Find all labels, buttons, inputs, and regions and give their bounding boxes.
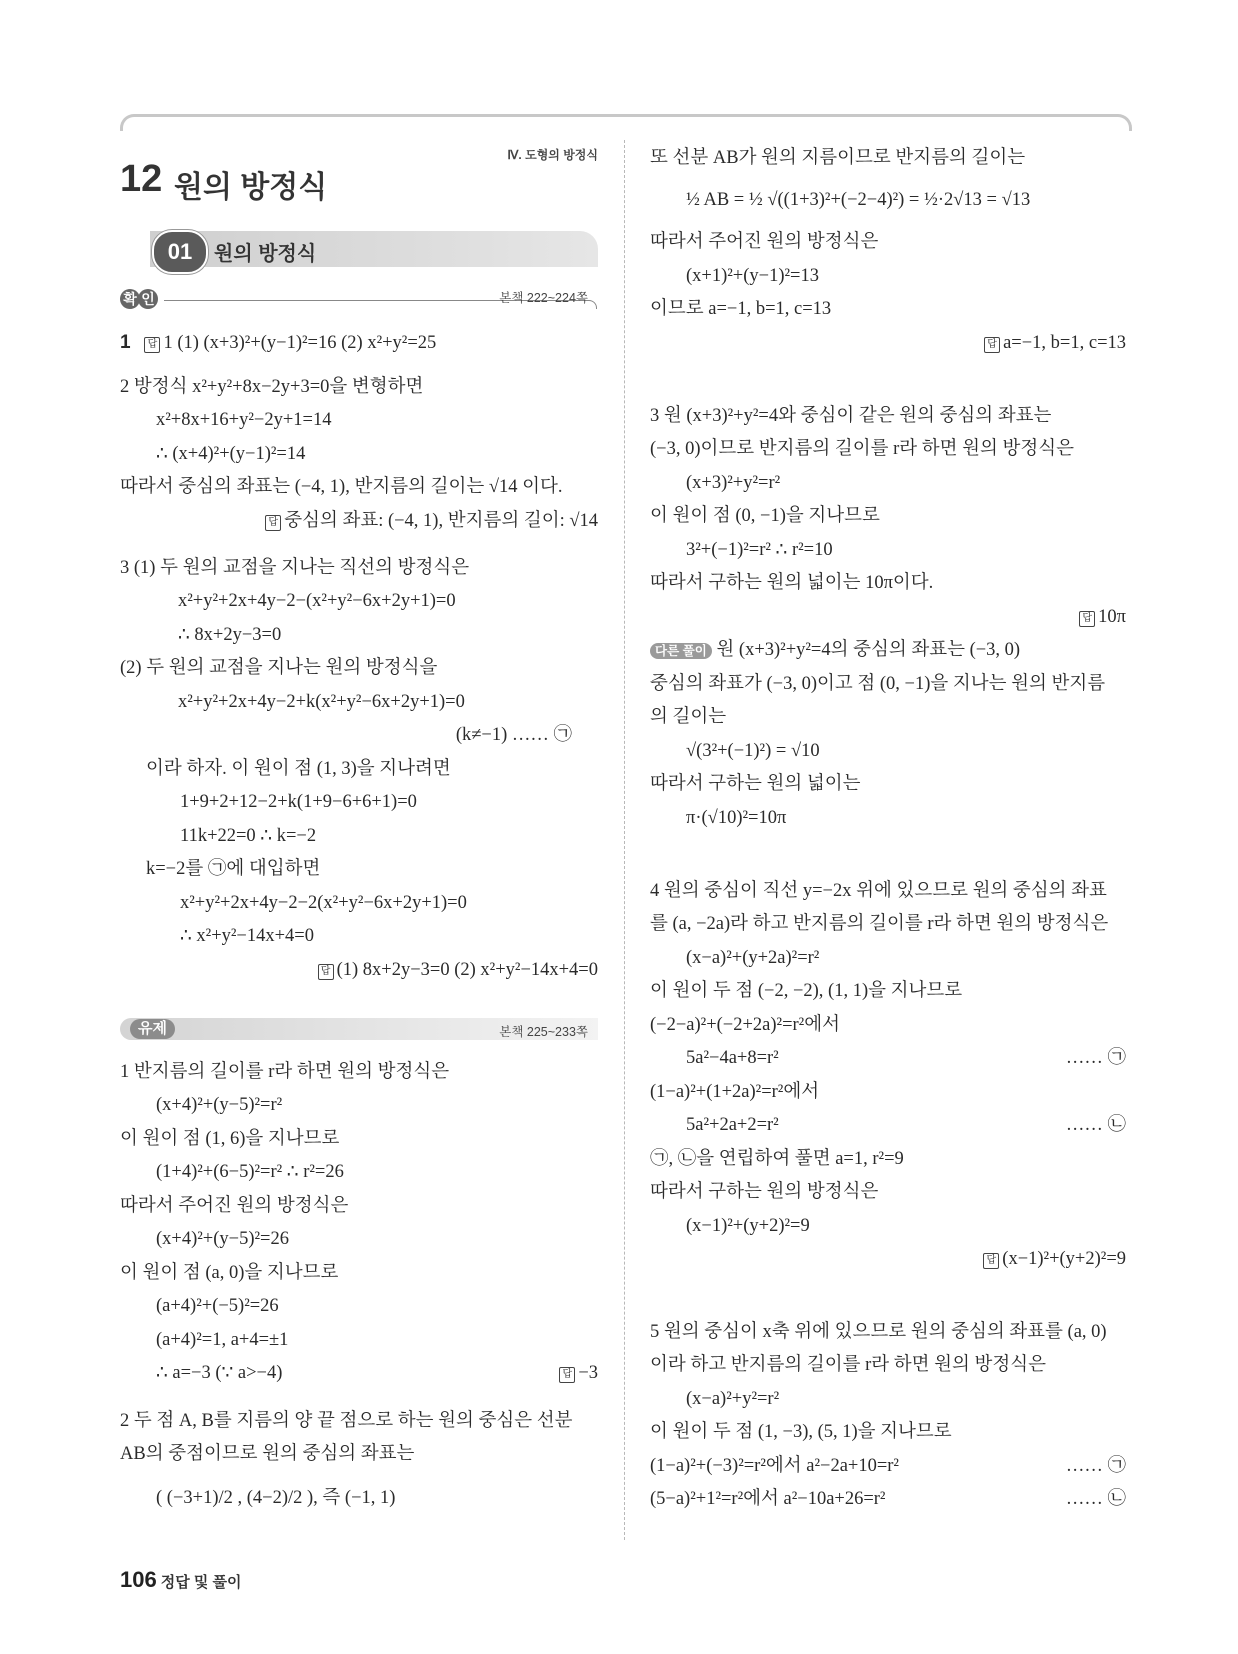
text-line: 따라서 구하는 원의 넓이는 10π이다.: [650, 573, 934, 593]
answer-line: [559, 1361, 598, 1385]
math-line: (x−1)²+(y+2)²=9: [686, 1216, 810, 1236]
math-line: (x+3)²+y²=r²: [686, 473, 781, 493]
math-line: x²+y²+2x+4y−2−(x²+y²−6x+2y+1)=0: [178, 591, 456, 611]
math-line: (1+4)²+(6−5)²=r² ∴ r²=26: [156, 1162, 344, 1182]
math-line: (1−a)²+(1+2a)²=r²에서: [650, 1082, 820, 1102]
math-line: (a+4)²+(−5)²=26: [156, 1296, 279, 1316]
text-line: 이라 하자. 이 원이 점 (1, 3)을 지나려면: [146, 759, 451, 779]
math-line: ∴ x²+y²−14x+4=0: [180, 926, 314, 946]
problem-line: 3 원 (x+3)²+y²=4와 중심이 같은 원의 중심의 좌표는: [650, 406, 1052, 426]
hwagin-ref: 본책 222~224쪽: [499, 291, 588, 305]
math-line: (x+4)²+(y−5)²=26: [156, 1229, 289, 1249]
math-line: (−2−a)²+(−2+2a)²=r²에서: [650, 1015, 840, 1035]
line-text: 10π: [1098, 607, 1126, 627]
math-line: (x−a)²+(y+2a)²=r²: [686, 948, 820, 968]
line-text: −3: [578, 1363, 598, 1383]
math-line: 3²+(−1)²=r² ∴ r²=10: [686, 540, 833, 560]
text-line: 이 원이 점 (a, 0)을 지나므로: [120, 1263, 339, 1283]
section-title: 원의 방정식: [214, 243, 317, 265]
text-line: (−3, 0)이므로 반지름의 길이를 r라 하면 원의 방정식은: [650, 439, 1074, 459]
text-line: 따라서 구하는 원의 넓이는: [650, 774, 861, 794]
problem-line: 2 두 점 A, B를 지름의 양 끝 점으로 하는 원의 중심은 선분: [120, 1411, 573, 1431]
answer-icon: 답: [1079, 611, 1095, 627]
answer-icon: 답: [318, 964, 334, 980]
equation-tag: …… ㉠: [1065, 1048, 1126, 1068]
answer-line: [984, 331, 1126, 355]
math-line: ∴ 8x+2y−3=0: [178, 625, 282, 645]
math-line: x²+8x+16+y²−2y+1=14: [156, 410, 332, 430]
yuje-badge: 유제: [130, 1019, 175, 1039]
problem-line: [120, 375, 423, 399]
math-line: (k≠−1) …… ㉠: [455, 725, 572, 745]
equation-tag: …… ㉠: [1065, 1456, 1126, 1476]
math-line: √(3²+(−1)²) = √10: [686, 741, 820, 761]
problem-line: 3 (1) 두 원의 교점을 지나는 직선의 방정식은: [120, 558, 470, 578]
chapter-number: 12: [120, 158, 163, 200]
chapter-label: Ⅳ. 도형의 방정식: [507, 148, 598, 162]
text-line: 또 선분 AB가 원의 지름이므로 반지름의 길이는: [650, 148, 1026, 168]
footer-text: 정답 및 풀이: [160, 1574, 242, 1591]
line-text: 원 (x+3)²+y²=4의 중심의 좌표는 (−3, 0): [716, 640, 1021, 660]
answer-icon: 답: [144, 337, 160, 353]
text-line: 이 원이 점 (0, −1)을 지나므로: [650, 506, 880, 526]
alt-solution-line: [650, 638, 1020, 663]
line-text: (x−1)²+(y+2)²=9: [1002, 1249, 1126, 1269]
answer-line: [265, 509, 598, 533]
math-line: 5a²+2a+2=r²: [686, 1115, 779, 1135]
text-line: 따라서 중심의 좌표는 (−4, 1), 반지름의 길이는 √14 이다.: [120, 477, 563, 497]
math-line: (a+4)²=1, a+4=±1: [156, 1330, 289, 1350]
equation-tag: …… ㉡: [1065, 1489, 1126, 1509]
text-line: 중심의 좌표가 (−3, 0)이고 점 (0, −1)을 지나는 원의 반지름: [650, 674, 1106, 694]
text-line: 따라서 주어진 원의 방정식은: [120, 1196, 349, 1216]
hwagin-badge-char: 확: [120, 289, 140, 309]
answer-line: [318, 958, 598, 982]
page-title: 원의 방정식: [174, 171, 328, 204]
text-line: 를 (a, −2a)라 하고 반지름의 길이를 r라 하면 원의 방정식은: [650, 914, 1109, 934]
text-line: (2) 두 원의 교점을 지나는 원의 방정식을: [120, 658, 438, 678]
line-text: (1) 8x+2y−3=0 (2) x²+y²−14x+4=0: [336, 960, 598, 980]
math-line: (x+4)²+(y−5)²=r²: [156, 1095, 283, 1115]
math-line: x²+y²+2x+4y−2+k(x²+y²−6x+2y+1)=0: [178, 692, 465, 712]
math-line: (5−a)²+1²=r²에서 a²−10a+26=r²: [650, 1489, 886, 1509]
section-number: 01: [152, 230, 208, 274]
answer-icon: 답: [559, 1367, 575, 1383]
page-footer: [120, 1567, 242, 1593]
hwagin-badge-char: 인: [138, 289, 158, 309]
alt-solution-badge: 다른 풀이: [650, 643, 712, 659]
answer-line: [983, 1247, 1126, 1271]
problem-line: 4 원의 중심이 직선 y=−2x 위에 있으므로 원의 중심의 좌표: [650, 881, 1107, 901]
equation-tag: …… ㉡: [1065, 1115, 1126, 1135]
text-line: 따라서 주어진 원의 방정식은: [650, 232, 879, 252]
hwagin-badge: [120, 289, 156, 309]
math-line: ∴ (x+4)²+(y−1)²=14: [156, 444, 306, 464]
page-number: 106: [120, 1567, 157, 1592]
line-text: 2 방정식 x²+y²+8x−2y+3=0을 변형하면: [120, 377, 424, 397]
text-line: 이라 하고 반지름의 길이를 r라 하면 원의 방정식은: [650, 1355, 1046, 1375]
math-line: 1+9+2+12−2+k(1+9−6+6+1)=0: [180, 792, 417, 812]
math-line: (1−a)²+(−3)²=r²에서 a²−2a+10=r²: [650, 1456, 899, 1476]
answer-line: [1079, 605, 1126, 629]
math-line: ½ AB = ½ √((1+3)²+(−2−4)²) = ½·2√13 = √13: [686, 190, 1031, 210]
yuje-ref: 본책 225~233쪽: [499, 1025, 588, 1039]
math-line: ( (−3+1)/2 , (4−2)/2 ), 즉 (−1, 1): [156, 1488, 396, 1508]
text-line: AB의 중점이므로 원의 중심의 좌표는: [120, 1444, 415, 1464]
line-text: 중심의 좌표: (−4, 1), 반지름의 길이: √14: [284, 511, 598, 531]
text-line: 이 원이 두 점 (−2, −2), (1, 1)을 지나므로: [650, 981, 963, 1001]
math-line: ∴ a=−3 (∵ a>−4): [156, 1363, 283, 1383]
math-line: 11k+22=0 ∴ k=−2: [180, 826, 317, 846]
problem-line: 5 원의 중심이 x축 위에 있으므로 원의 중심의 좌표를 (a, 0): [650, 1322, 1107, 1342]
answer-icon: 답: [983, 1253, 999, 1269]
text-line: k=−2를 ㉠에 대입하면: [146, 859, 321, 879]
text-line: 따라서 구하는 원의 방정식은: [650, 1182, 879, 1202]
line-text: a=−1, b=1, c=13: [1003, 333, 1126, 353]
problem-line: 1 반지름의 길이를 r라 하면 원의 방정식은: [120, 1062, 450, 1082]
text-line: 의 길이는: [650, 707, 727, 727]
top-rule: [120, 114, 1132, 131]
line-text: 1 (1) (x+3)²+(y−1)²=16 (2) x²+y²=25: [163, 333, 437, 353]
math-line: (x−a)²+y²=r²: [686, 1389, 780, 1409]
answer-icon: 답: [984, 337, 1000, 353]
math-line: (x+1)²+(y−1)²=13: [686, 266, 819, 286]
column-divider: [624, 140, 625, 1540]
problem-line: 1 답 1 (1) (x+3)²+(y−1)²=16 (2) x²+y²=25: [120, 332, 437, 353]
math-line: 5a²−4a+8=r²: [686, 1048, 779, 1068]
text-line: 이 원이 두 점 (1, −3), (5, 1)을 지나므로: [650, 1422, 952, 1442]
text-line: ㉠, ㉡을 연립하여 풀면 a=1, r²=9: [650, 1149, 904, 1169]
text-line: 이므로 a=−1, b=1, c=13: [650, 299, 832, 319]
math-line: π·(√10)²=10π: [686, 808, 787, 828]
math-line: x²+y²+2x+4y−2−2(x²+y²−6x+2y+1)=0: [180, 893, 467, 913]
text-line: 이 원이 점 (1, 6)을 지나므로: [120, 1129, 340, 1149]
answer-icon: 답: [265, 515, 281, 531]
